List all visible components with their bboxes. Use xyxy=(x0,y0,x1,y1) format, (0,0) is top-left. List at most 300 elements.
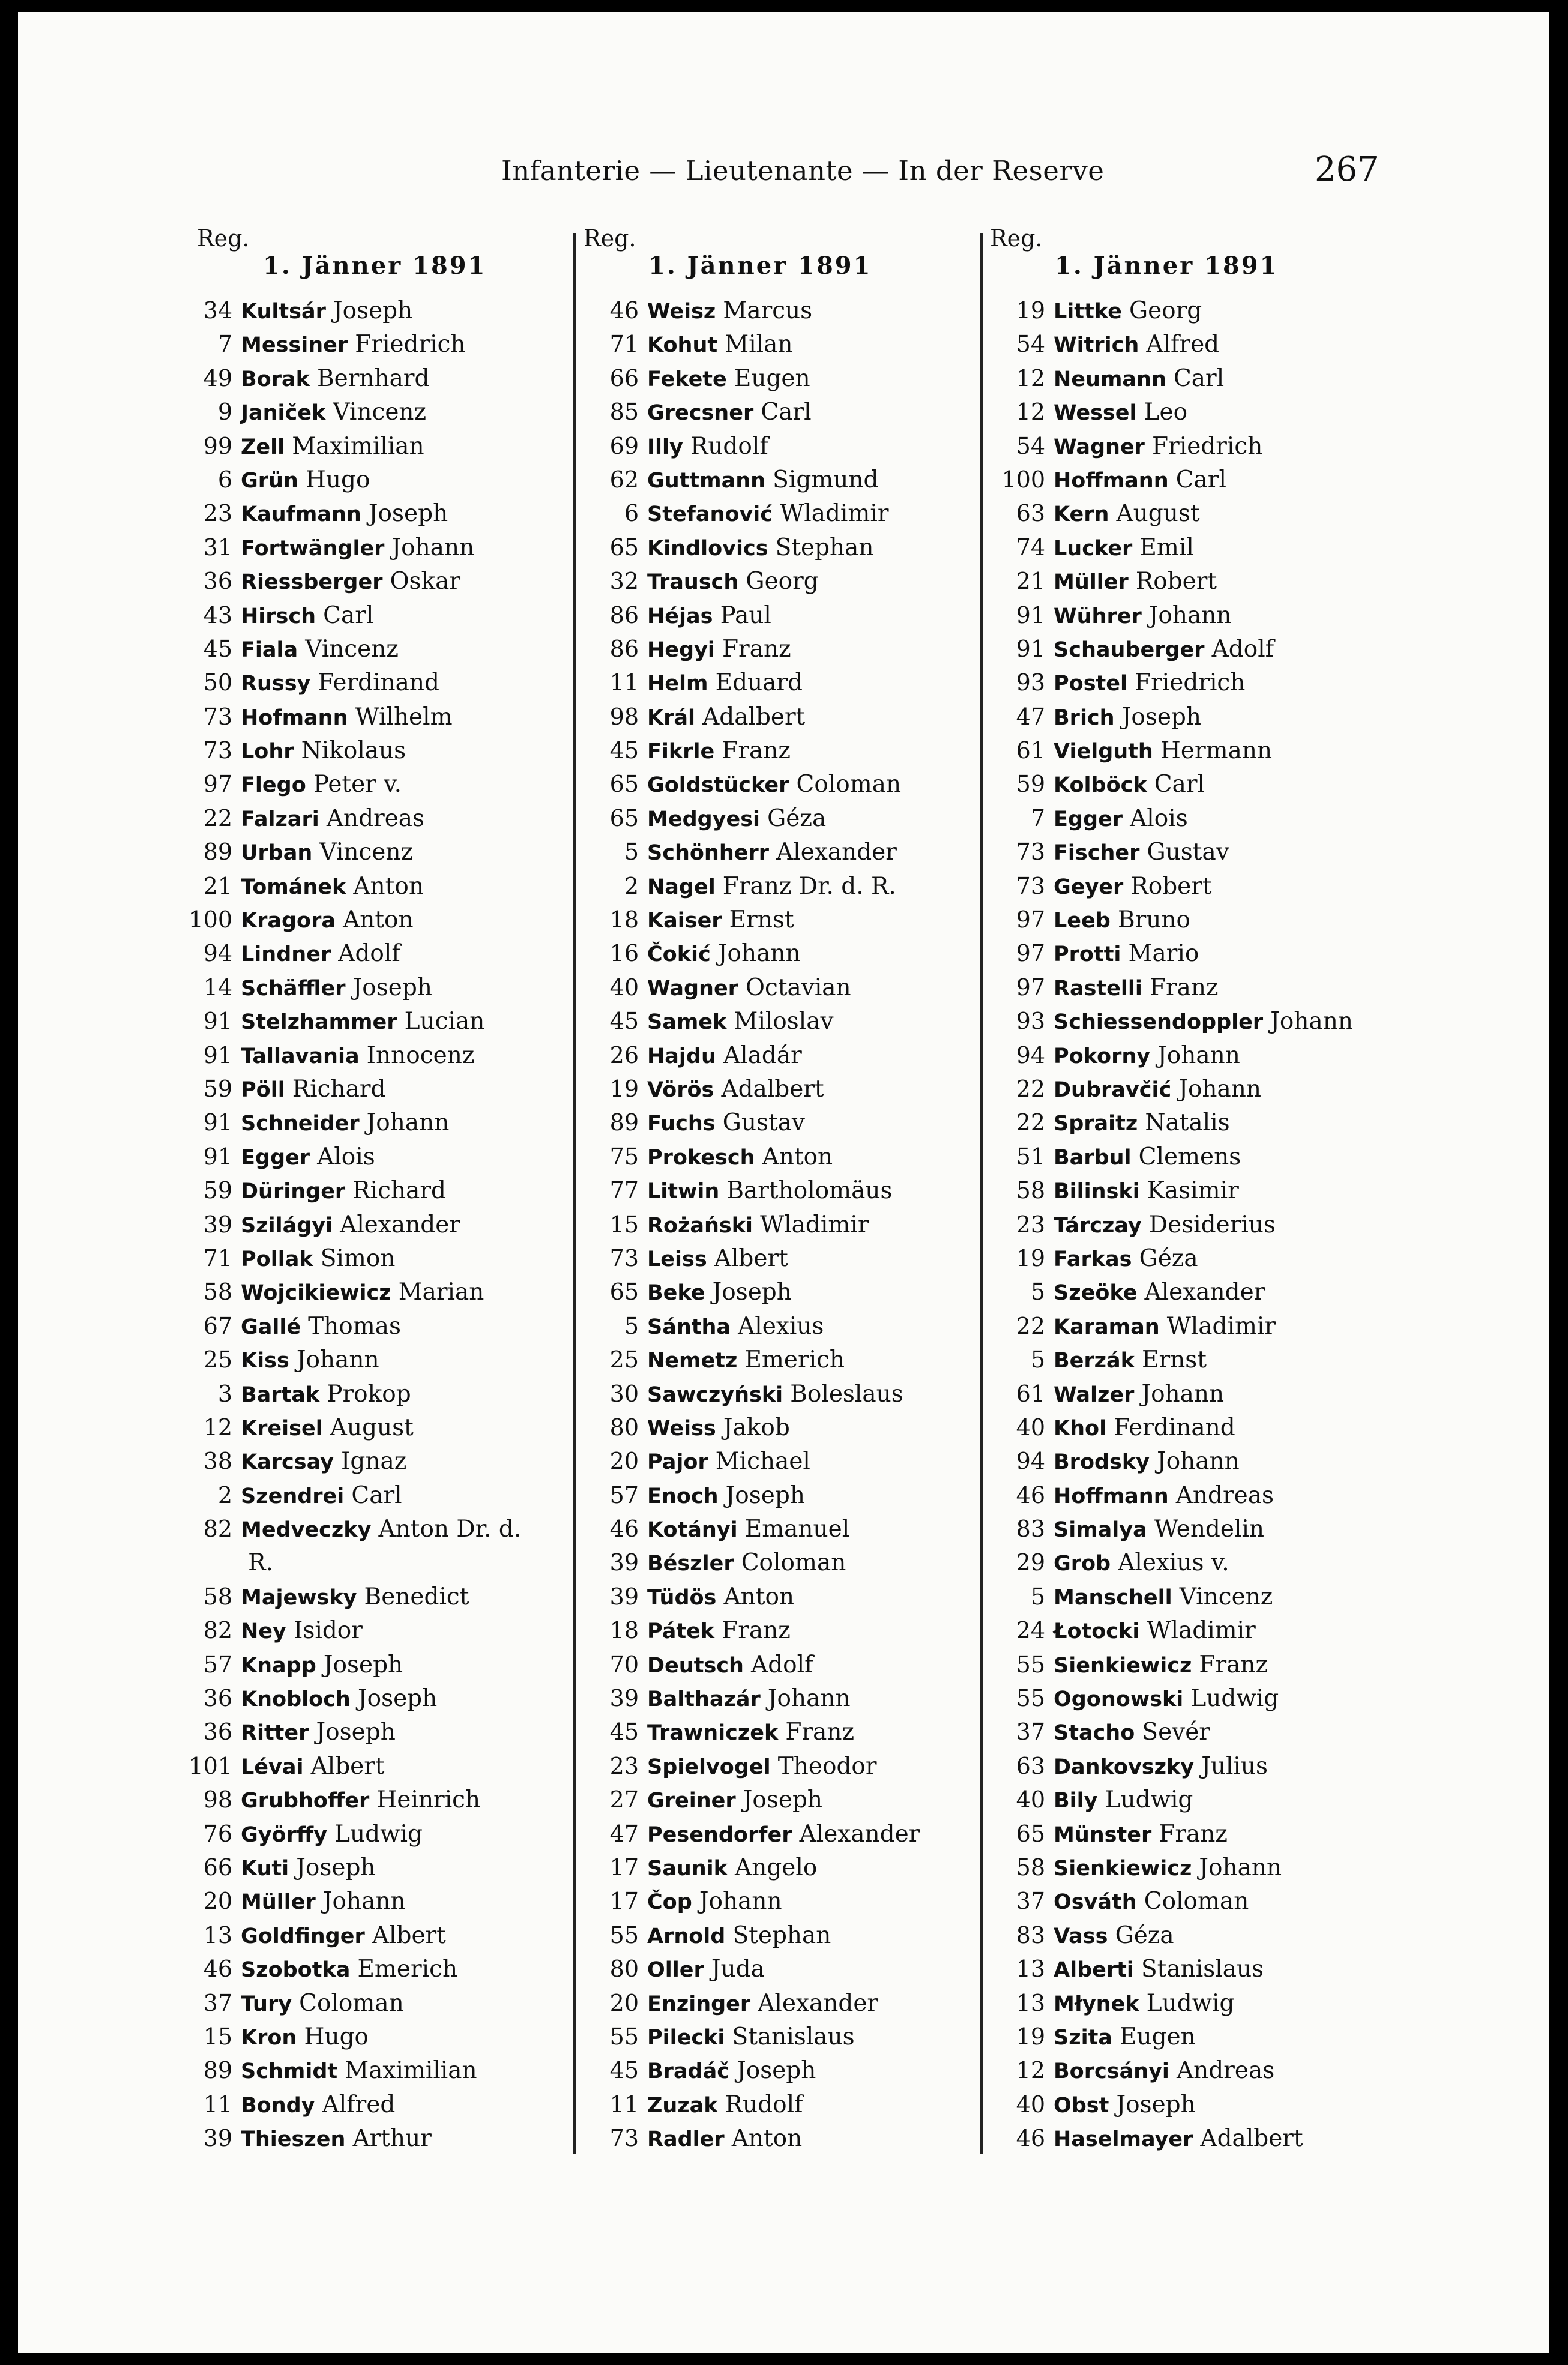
roster-entry xyxy=(161,1681,581,1715)
given-name: Juda xyxy=(711,1956,765,1983)
given-name: Desiderius xyxy=(1148,1211,1276,1238)
regiment-number: 13 xyxy=(1016,1989,1045,2016)
regiment-number: 19 xyxy=(1016,1244,1045,1271)
regiment-number: 39 xyxy=(203,2125,232,2152)
roster-column-3 xyxy=(977,225,1397,2155)
given-name: Alexander xyxy=(1144,1279,1265,1306)
surname: Fischer xyxy=(1054,841,1140,866)
regiment-number: 61 xyxy=(1016,1380,1045,1407)
given-name: Richard xyxy=(352,1177,446,1205)
given-name: Coloman xyxy=(741,1549,846,1577)
surname: Pollak xyxy=(241,1247,313,1271)
regiment-number: 101 xyxy=(188,1752,232,1779)
given-name: Alfred xyxy=(322,2091,396,2118)
given-name: Friedrich xyxy=(1152,432,1263,460)
given-name: Alois xyxy=(317,1143,375,1170)
given-name: Vincenz xyxy=(1179,1583,1273,1610)
surname: Stefanović xyxy=(647,502,773,527)
roster-entry xyxy=(161,429,581,463)
regiment-number: 46 xyxy=(203,1956,232,1983)
roster-entry xyxy=(161,2053,581,2087)
regiment-number: 89 xyxy=(609,1109,639,1136)
surname: Zell xyxy=(241,435,285,459)
regiment-number: 43 xyxy=(203,601,232,628)
regiment-number: 65 xyxy=(609,771,639,798)
roster-entry xyxy=(977,1918,1397,1952)
surname: Pilecki xyxy=(647,2025,725,2050)
surname: Sienkiewicz xyxy=(1054,1653,1192,1678)
page-title: Infanterie — Lieutenante — In der Reserve xyxy=(501,155,1105,187)
regiment-number: 73 xyxy=(203,737,232,764)
roster-entry xyxy=(977,1072,1397,1106)
surname: Nemetz xyxy=(647,1349,738,1373)
roster-entry xyxy=(977,1817,1397,1851)
surname: Egger xyxy=(1054,807,1123,831)
roster-entry xyxy=(161,1952,581,1986)
surname: Pajor xyxy=(647,1450,708,1475)
roster-entry xyxy=(570,903,991,936)
roster-entry xyxy=(977,1038,1397,1072)
regiment-number: 73 xyxy=(609,1244,639,1271)
regiment-number: 26 xyxy=(609,1041,639,1068)
regiment-number: 65 xyxy=(1016,1820,1045,1847)
surname: Vörös xyxy=(647,1077,714,1102)
regiment-number: 20 xyxy=(203,1888,232,1915)
regiment-number: 55 xyxy=(609,2023,639,2050)
given-name: Anton xyxy=(762,1143,833,1170)
regiment-number: 77 xyxy=(609,1177,639,1204)
given-name: Franz xyxy=(1159,1820,1228,1848)
roster-entry xyxy=(977,2053,1397,2087)
surname: Hegyi xyxy=(647,637,715,662)
regiment-number: 17 xyxy=(609,1888,639,1915)
roster-entry xyxy=(570,2088,991,2121)
roster-entry xyxy=(570,1817,991,1851)
roster-entry xyxy=(977,1613,1397,1647)
roster-entry xyxy=(977,734,1397,767)
given-name: Jakob xyxy=(723,1414,790,1441)
surname: Dubravčić xyxy=(1054,1077,1172,1102)
roster-entry xyxy=(570,294,991,327)
roster-entry xyxy=(977,361,1397,395)
surname: Medveczky xyxy=(241,1518,372,1543)
regiment-number: 11 xyxy=(609,2091,639,2118)
surname: Müller xyxy=(1054,570,1129,595)
surname: Szendrei xyxy=(241,1484,345,1508)
surname: Györffy xyxy=(241,1822,328,1847)
regiment-number: 65 xyxy=(609,1279,639,1306)
given-name: Johann xyxy=(296,1346,379,1374)
regiment-number: 37 xyxy=(1016,1719,1045,1746)
given-name: Benedict xyxy=(364,1583,469,1610)
surname: Illy xyxy=(647,435,683,459)
given-name: Géza xyxy=(1115,1921,1174,1949)
surname: Lindner xyxy=(241,942,331,967)
regiment-number: 30 xyxy=(609,1380,639,1407)
surname: Kohut xyxy=(647,333,718,358)
regiment-number: 73 xyxy=(609,2125,639,2152)
regiment-number: 18 xyxy=(609,906,639,933)
given-name: Mario xyxy=(1128,940,1199,968)
given-name: Clemens xyxy=(1138,1143,1241,1170)
given-name: Adalbert xyxy=(702,703,806,731)
roster-entry xyxy=(161,666,581,699)
given-name: Adalbert xyxy=(1200,2125,1303,2153)
surname: Sántha xyxy=(647,1315,731,1339)
surname: Nagel xyxy=(647,875,716,899)
regiment-number: 65 xyxy=(609,804,639,831)
given-name: Rudolf xyxy=(690,432,768,460)
given-name: Bartholomäus xyxy=(726,1177,893,1205)
given-name: Johann xyxy=(1141,1380,1225,1408)
roster-entry xyxy=(977,903,1397,936)
given-name: Johann xyxy=(1199,1854,1282,1881)
regiment-number: 97 xyxy=(1016,906,1045,933)
roster-entry xyxy=(977,666,1397,699)
regiment-number: 27 xyxy=(609,1786,639,1813)
given-name: Michael xyxy=(715,1448,810,1475)
surname: Kron xyxy=(241,2025,297,2050)
given-name: Joseph xyxy=(712,1279,792,1306)
surname: Fortwängler xyxy=(241,536,385,561)
roster-list xyxy=(977,294,1397,2155)
surname: Beke xyxy=(647,1281,705,1306)
surname: Bily xyxy=(1054,1789,1098,1813)
given-name: Peter v. xyxy=(313,771,402,798)
regiment-number: 97 xyxy=(1016,974,1045,1001)
surname: Barbul xyxy=(1054,1145,1132,1170)
regiment-number: 5 xyxy=(624,839,639,866)
roster-list xyxy=(161,294,581,2155)
given-name: Stanislaus xyxy=(732,2023,855,2050)
roster-entry xyxy=(161,1140,581,1173)
regiment-number: 54 xyxy=(1016,331,1045,358)
roster-entry xyxy=(977,1241,1397,1275)
surname: Szeöke xyxy=(1054,1281,1138,1306)
roster-entry xyxy=(161,1546,581,1579)
date-heading: 1. Jänner 1891 xyxy=(1055,252,1279,280)
roster-entry xyxy=(161,1241,581,1275)
given-name: Carl xyxy=(1173,364,1225,392)
surname: Haselmayer xyxy=(1054,2127,1193,2152)
surname: Tárczay xyxy=(1054,1213,1142,1238)
roster-entry xyxy=(977,1648,1397,1681)
given-name: Robert xyxy=(1135,568,1217,595)
regiment-number: 5 xyxy=(624,1312,639,1339)
roster-entry xyxy=(570,1952,991,1986)
roster-entry xyxy=(570,1851,991,1884)
surname: Kuti xyxy=(241,1856,289,1881)
given-name: Sevér xyxy=(1142,1719,1210,1746)
given-name: Joseph xyxy=(323,1651,403,1678)
given-name: Adolf xyxy=(751,1651,813,1678)
surname: Grün xyxy=(241,468,298,493)
given-name: Emerich xyxy=(744,1346,845,1374)
surname: Messiner xyxy=(241,333,348,358)
roster-entry xyxy=(570,1173,991,1207)
regiment-number: 82 xyxy=(203,1516,232,1543)
given-name: Joseph xyxy=(296,1854,376,1881)
regiment-number: 47 xyxy=(609,1820,639,1847)
regiment-number: 24 xyxy=(1016,1617,1045,1644)
roster-list xyxy=(570,294,991,2155)
surname: Pöll xyxy=(241,1077,285,1102)
regiment-number: 71 xyxy=(609,331,639,358)
roster-entry xyxy=(977,1444,1397,1478)
roster-entry xyxy=(161,1783,581,1816)
given-name: Johann xyxy=(391,534,475,561)
given-name: Carl xyxy=(351,1481,402,1509)
given-name: R. xyxy=(248,1549,273,1577)
roster-entry xyxy=(161,835,581,869)
surname: Leiss xyxy=(647,1247,707,1271)
given-name: Wladimir xyxy=(1147,1617,1256,1645)
roster-entry xyxy=(977,801,1397,835)
surname: Geyer xyxy=(1054,875,1124,899)
surname: Pesendorfer xyxy=(647,1822,792,1847)
roster-entry xyxy=(161,1580,581,1613)
given-name: Franz xyxy=(722,737,791,765)
surname: Wagner xyxy=(647,976,738,1001)
regiment-number: 7 xyxy=(1030,804,1045,831)
regiment-number: 36 xyxy=(203,1719,232,1746)
given-name: Ludwig xyxy=(1190,1685,1279,1713)
given-name: Johann xyxy=(1148,601,1232,629)
roster-entry xyxy=(977,2121,1397,2155)
regiment-number: 40 xyxy=(1016,1786,1045,1813)
surname: Schneider xyxy=(241,1112,360,1136)
roster-entry xyxy=(570,429,991,463)
surname: Helm xyxy=(647,672,708,696)
surname: Ogonowski xyxy=(1054,1687,1184,1712)
regiment-number: 73 xyxy=(1016,839,1045,866)
surname: Gallé xyxy=(241,1315,301,1339)
regiment-number: 91 xyxy=(203,1041,232,1068)
roster-entry xyxy=(161,1004,581,1038)
reg-column-label: Reg. xyxy=(990,225,1043,252)
roster-entry xyxy=(161,632,581,666)
roster-entry xyxy=(161,1377,581,1411)
regiment-number: 94 xyxy=(203,940,232,967)
regiment-number: 98 xyxy=(203,1786,232,1813)
given-name: Géza xyxy=(1139,1244,1198,1272)
surname: Schiessendoppler xyxy=(1054,1010,1264,1035)
surname: Müller xyxy=(241,1890,316,1915)
regiment-number: 36 xyxy=(203,1685,232,1712)
regiment-number: 45 xyxy=(203,635,232,662)
surname: Sawczyński xyxy=(647,1382,783,1407)
roster-entry xyxy=(977,1884,1397,1918)
surname: Sienkiewicz xyxy=(1054,1856,1192,1881)
surname: Kaufmann xyxy=(241,502,361,527)
regiment-number: 86 xyxy=(609,601,639,628)
regiment-number: 46 xyxy=(1016,1481,1045,1508)
regiment-number: 100 xyxy=(188,906,232,933)
given-name: Carl xyxy=(1175,466,1226,493)
surname: Weiss xyxy=(647,1416,716,1441)
roster-entry xyxy=(570,936,991,970)
regiment-number: 40 xyxy=(1016,1414,1045,1441)
surname: Fikrle xyxy=(647,740,715,764)
given-name: Carl xyxy=(1154,771,1205,798)
roster-entry xyxy=(977,1140,1397,1173)
surname: Fuchs xyxy=(647,1112,716,1136)
given-name: Alexius v. xyxy=(1118,1549,1229,1577)
roster-entry xyxy=(570,767,991,801)
given-name: Eugen xyxy=(734,364,810,392)
roster-entry xyxy=(161,564,581,598)
given-name: Joseph xyxy=(352,974,432,1001)
given-name: Eduard xyxy=(715,669,803,697)
given-name: Marian xyxy=(398,1279,484,1306)
regiment-number: 61 xyxy=(1016,737,1045,764)
given-name: Octavian xyxy=(746,974,851,1001)
given-name: Anton xyxy=(353,872,424,900)
given-name: Paul xyxy=(720,601,771,629)
regiment-number: 21 xyxy=(1016,568,1045,595)
regiment-number: 89 xyxy=(203,2057,232,2084)
given-name: Isidor xyxy=(293,1617,363,1645)
given-name: Nikolaus xyxy=(301,737,406,765)
given-name: Emil xyxy=(1139,534,1194,561)
regiment-number: 3 xyxy=(217,1380,232,1407)
regiment-number: 21 xyxy=(203,872,232,899)
roster-entry xyxy=(161,531,581,564)
given-name: Johann xyxy=(322,1888,406,1915)
given-name: Bruno xyxy=(1117,906,1190,934)
surname: Trawniczek xyxy=(647,1721,779,1746)
surname: Trausch xyxy=(647,570,739,595)
given-name: Adolf xyxy=(338,940,400,968)
surname: Lohr xyxy=(241,740,294,764)
roster-entry xyxy=(570,1072,991,1106)
surname: Hajdu xyxy=(647,1044,716,1068)
regiment-number: 17 xyxy=(609,1854,639,1881)
roster-entry xyxy=(570,1918,991,1952)
regiment-number: 12 xyxy=(1016,399,1045,426)
roster-entry xyxy=(570,971,991,1004)
regiment-number: 13 xyxy=(203,1921,232,1948)
surname: Wessel xyxy=(1054,401,1137,426)
regiment-number: 6 xyxy=(624,500,639,527)
regiment-number: 89 xyxy=(203,839,232,866)
given-name: Andreas xyxy=(1177,2057,1275,2085)
roster-entry xyxy=(977,395,1397,429)
surname: Čokić xyxy=(647,942,711,967)
surname: Knobloch xyxy=(241,1687,351,1712)
regiment-number: 91 xyxy=(1016,635,1045,662)
roster-entry xyxy=(161,463,581,496)
regiment-number: 11 xyxy=(609,669,639,696)
given-name: Ludwig xyxy=(1105,1786,1193,1814)
given-name: Franz xyxy=(1199,1651,1268,1678)
surname: Urban xyxy=(241,841,313,866)
surname: Bradáč xyxy=(647,2059,729,2084)
roster-entry xyxy=(161,700,581,734)
given-name: Stephan xyxy=(732,1921,831,1949)
regiment-number: 71 xyxy=(203,1244,232,1271)
roster-entry xyxy=(570,835,991,869)
roster-entry xyxy=(977,1275,1397,1309)
regiment-number: 94 xyxy=(1016,1041,1045,1068)
given-name: Alexander xyxy=(799,1820,920,1848)
regiment-number: 83 xyxy=(1016,1516,1045,1543)
surname: Goldstücker xyxy=(647,773,789,798)
surname: Kotányi xyxy=(647,1518,738,1543)
roster-entry xyxy=(570,801,991,835)
regiment-number: 67 xyxy=(203,1312,232,1339)
roster-entry xyxy=(161,801,581,835)
roster-entry xyxy=(570,395,991,429)
given-name: Joseph xyxy=(368,500,448,528)
regiment-number: 5 xyxy=(1030,1279,1045,1306)
surname: Grubhoffer xyxy=(241,1789,370,1813)
roster-column-1 xyxy=(161,225,581,2155)
regiment-number: 39 xyxy=(203,1211,232,1238)
regiment-number: 22 xyxy=(203,804,232,831)
roster-entry xyxy=(161,1411,581,1444)
regiment-number: 55 xyxy=(609,1921,639,1948)
given-name: Leo xyxy=(1144,399,1188,426)
roster-entry xyxy=(161,1884,581,1918)
given-name: Friedrich xyxy=(355,331,466,358)
regiment-number: 59 xyxy=(203,1177,232,1204)
surname: Młynek xyxy=(1054,1992,1139,2016)
regiment-number: 58 xyxy=(203,1583,232,1610)
roster-column-2 xyxy=(570,225,991,2155)
roster-entry xyxy=(570,1411,991,1444)
surname: Witrich xyxy=(1054,333,1139,358)
roster-entry xyxy=(977,1749,1397,1783)
roster-entry xyxy=(570,1613,991,1647)
surname: Bészler xyxy=(647,1552,734,1576)
regiment-number: 91 xyxy=(1016,601,1045,628)
roster-entry xyxy=(161,734,581,767)
given-name: Géza xyxy=(767,804,827,832)
given-name: Joseph xyxy=(743,1786,823,1814)
surname: Borak xyxy=(241,367,310,391)
surname: Saunik xyxy=(647,1856,728,1881)
surname: Riessberger xyxy=(241,570,383,595)
roster-entry xyxy=(161,327,581,361)
roster-entry xyxy=(161,496,581,530)
regiment-number: 38 xyxy=(203,1448,232,1475)
regiment-number: 73 xyxy=(203,703,232,730)
given-name: Georg xyxy=(746,568,819,595)
surname: Düringer xyxy=(241,1179,346,1204)
given-name: Boleslaus xyxy=(790,1380,903,1408)
given-name: Andreas xyxy=(326,804,425,832)
regiment-number: 14 xyxy=(203,974,232,1001)
surname: Kolböck xyxy=(1054,773,1147,798)
roster-entry xyxy=(570,734,991,767)
regiment-number: 97 xyxy=(1016,940,1045,967)
regiment-number: 98 xyxy=(609,703,639,730)
date-heading: 1. Jänner 1891 xyxy=(648,252,872,280)
regiment-number: 63 xyxy=(1016,1752,1045,1779)
given-name: Angelo xyxy=(735,1854,818,1881)
roster-entry xyxy=(161,1986,581,2020)
roster-entry xyxy=(161,1749,581,1783)
given-name: Emanuel xyxy=(744,1516,850,1543)
roster-entry xyxy=(977,294,1397,327)
given-name: Anton xyxy=(731,2125,803,2153)
given-name: Robert xyxy=(1130,872,1212,900)
given-name: Johann xyxy=(717,940,801,968)
surname: Postel xyxy=(1054,672,1127,696)
roster-entry xyxy=(570,1377,991,1411)
surname: Litwin xyxy=(647,1179,720,1204)
